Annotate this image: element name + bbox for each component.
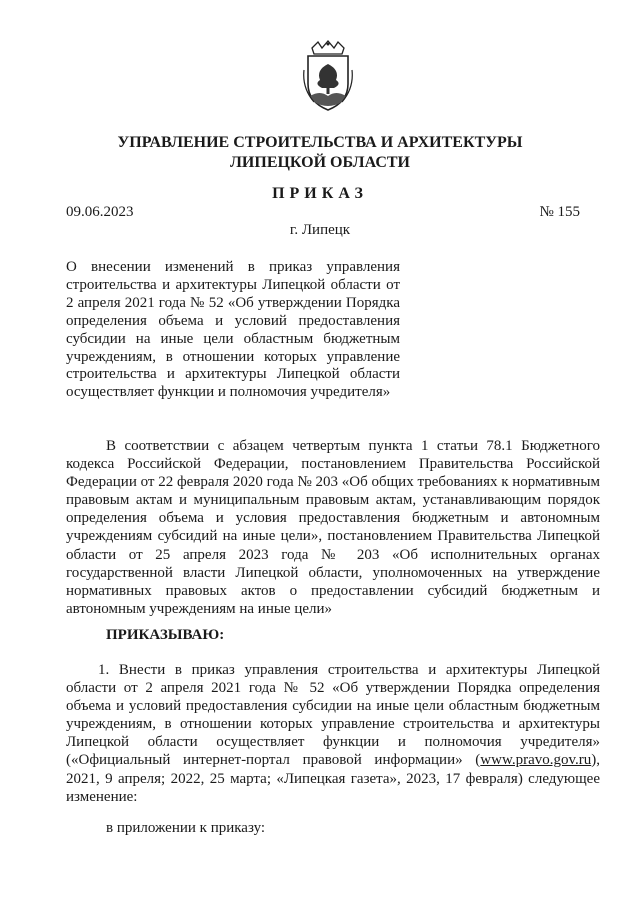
order-command: ПРИКАЗЫВАЮ: xyxy=(106,627,225,643)
document-subject: О внесении изменений в приказ управления строительства и архитектуры Липецкой области от 2 апреля 2021 года № 52 «Об утверждении Порядка определения объема и условий предоставления субсидии на иные цели областным бюджетным учреждениям, в отношении которых управление строительства и архитектуры Липецкой области осуществляет функции и полномочия учредителя» xyxy=(66,259,400,401)
organization-title-line1: УПРАВЛЕНИЕ СТРОИТЕЛЬСТВА И АРХИТЕКТУРЫ xyxy=(117,134,523,151)
item-1-paragraph xyxy=(66,661,600,806)
pravo-gov-link[interactable]: www.pravo.gov.ru xyxy=(480,752,592,769)
item-1-subparagraph: в приложении к приказу: xyxy=(106,820,266,836)
item-1-text-start: 1. Внести в приказ управления строительства и архитектуры Липецкой области от 2 апреля 2021 года № 52 «Об утверждении Порядка определения объема и условий предоставления субсидии на иные цели областным бюджетным учреждениям, в отношении которых управление строительства и архитектуры Липецкой области осуществляет функции и полномочия учредителя» («Официальный интернет-портал правовой информации» ( xyxy=(66,662,600,769)
item-1-text-end: ), 2021, 9 апреля; 2022, 25 марта; «Липецкая газета», 2023, 17 февраля) следующее изменение: xyxy=(66,752,600,805)
document-city: г. Липецк xyxy=(289,222,351,238)
preamble-paragraph: В соответствии с абзацем четвертым пункта 1 статьи 78.1 Бюджетного кодекса Российской Федерации, постановлением Правительства Российской Федерации от 22 февраля 2020 года № 203 «Об общих требованиях к нормативным правовым актам и муниципальным правовым актам, устанавливающим порядок определения объема и условия предоставления бюджетным и автономным учреждениям субсидий на иные цели», постановлением Правительства Липецкой области от 25 апреля 2023 года № 203 «Об исполнительных органах государственной власти Липецкой области, уполномоченных на утверждение нормативных правовых актов о предоставлении субсидий бюджетным и автономным учреждениям на иные цели» xyxy=(66,438,600,617)
document-number: № 155 xyxy=(539,204,580,220)
organization-title-line2: ЛИПЕЦКОЙ ОБЛАСТИ xyxy=(230,154,410,171)
organization-title xyxy=(0,133,640,173)
document-type: ПРИКАЗ xyxy=(272,185,368,202)
document-date: 09.06.2023 xyxy=(66,204,134,220)
lipetsk-coat-of-arms-icon xyxy=(302,40,354,112)
